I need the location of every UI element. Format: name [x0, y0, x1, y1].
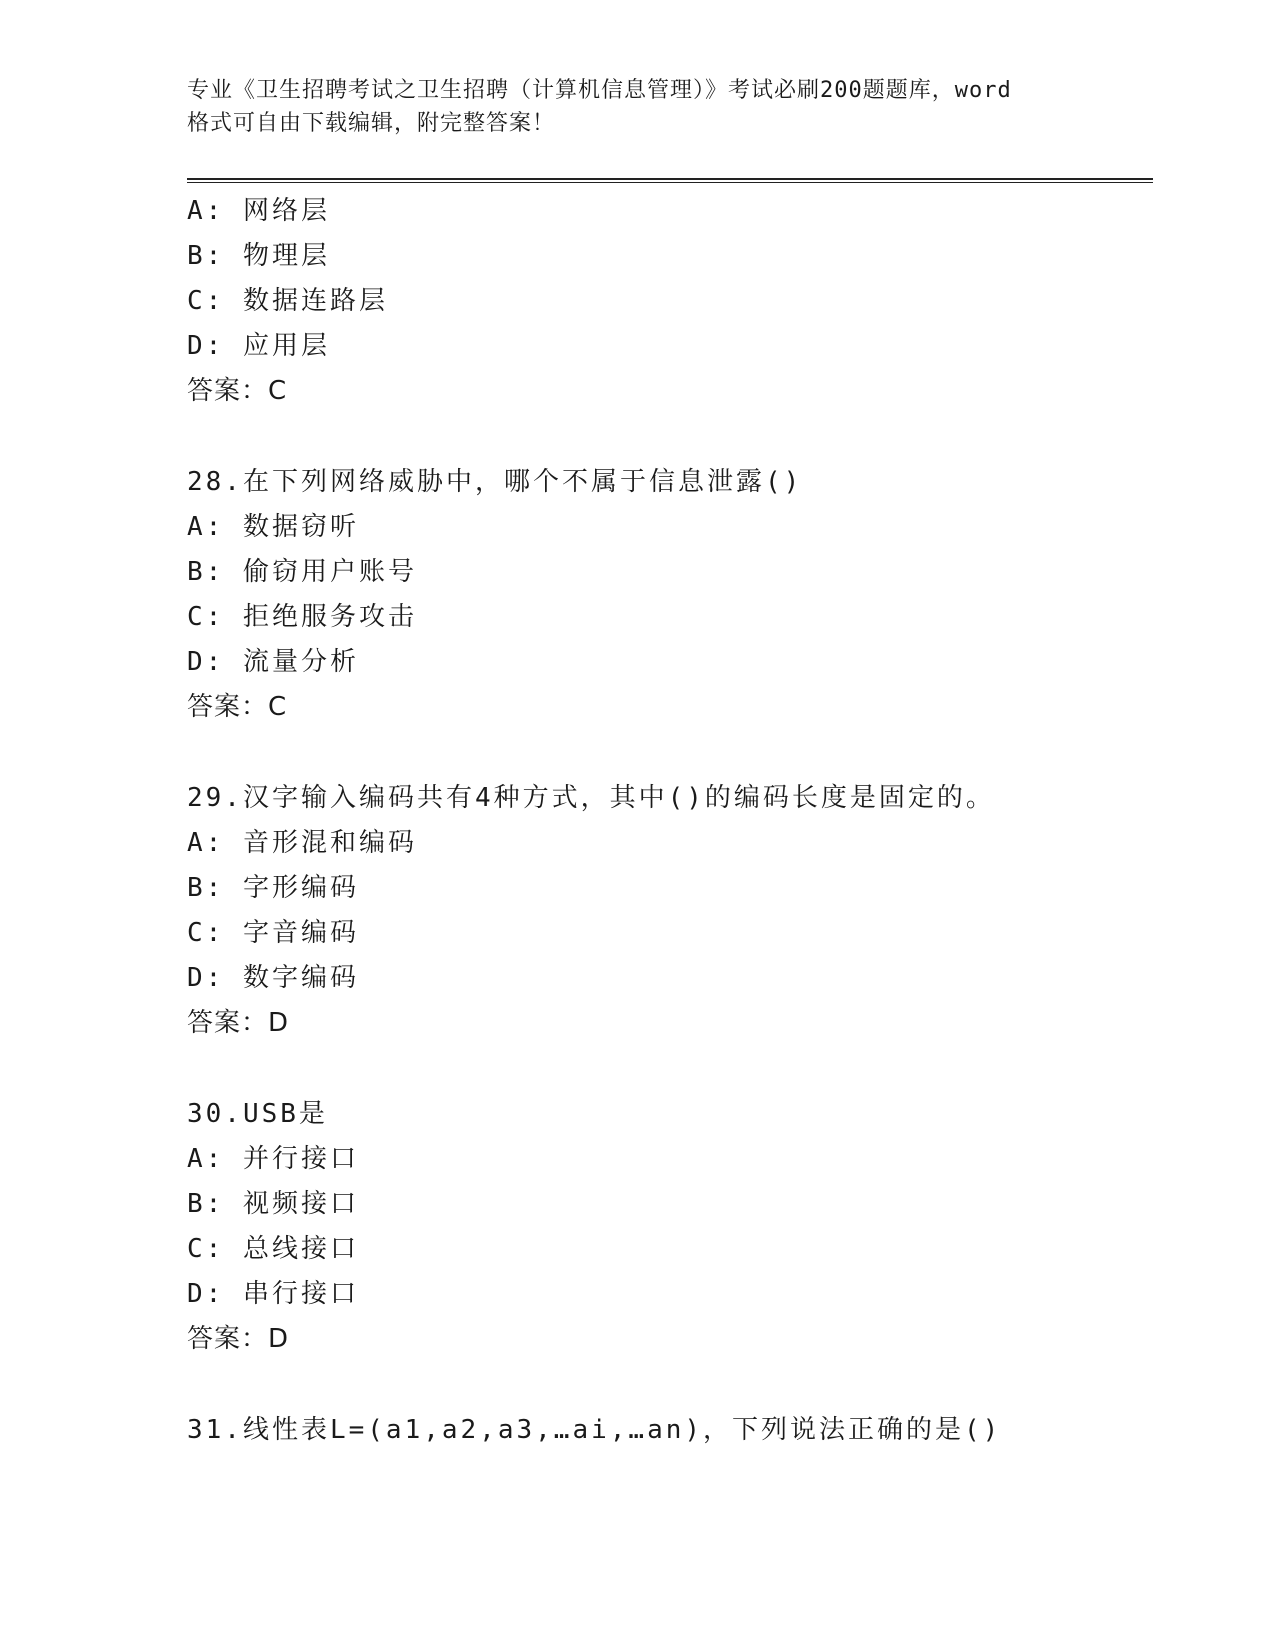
- option-b: B: 物理层: [187, 241, 330, 271]
- question-block-28: [187, 460, 1153, 730]
- header-line-2: 格式可自由下载编辑，附完整答案！: [187, 111, 556, 136]
- option-a: A: 音形混和编码: [187, 828, 417, 858]
- option-d: D: 流量分析: [187, 647, 359, 677]
- answer-line: 答案：C: [187, 376, 288, 406]
- question-block-30: [187, 1092, 1153, 1362]
- document-header: [187, 74, 1087, 140]
- question-text: 28.在下列网络威胁中，哪个不属于信息泄露(): [187, 467, 803, 497]
- question-text: 29.汉字输入编码共有4种方式，其中()的编码长度是固定的。: [187, 783, 995, 813]
- question-block-27: [187, 189, 1153, 414]
- option-b: B: 视频接口: [187, 1189, 359, 1219]
- header-divider-top: [187, 178, 1153, 180]
- question-text: 31.线性表L=(a1,a2,a3,…ai,…an)，下列说法正确的是(): [187, 1415, 1002, 1445]
- answer-line: 答案：C: [187, 692, 288, 722]
- option-b: B: 偷窃用户账号: [187, 557, 417, 587]
- option-a: A: 网络层: [187, 196, 330, 226]
- question-block-31: [187, 1408, 1153, 1453]
- header-divider-bottom: [187, 182, 1153, 183]
- answer-line: 答案：D: [187, 1324, 290, 1354]
- spacer: [187, 1046, 1153, 1092]
- spacer: [187, 1362, 1153, 1408]
- spacer: [187, 414, 1153, 460]
- header-line-1: 专业《卫生招聘考试之卫生招聘（计算机信息管理）》考试必刷200题题库，word: [187, 78, 1012, 103]
- option-c: C: 拒绝服务攻击: [187, 602, 417, 632]
- option-a: A: 并行接口: [187, 1144, 359, 1174]
- option-d: D: 串行接口: [187, 1279, 359, 1309]
- question-text: 30.USB是: [187, 1099, 328, 1129]
- question-block-29: [187, 776, 1153, 1046]
- option-d: D: 数字编码: [187, 963, 359, 993]
- question-content: [187, 189, 1153, 1453]
- option-c: C: 数据连路层: [187, 286, 388, 316]
- spacer: [187, 730, 1153, 776]
- option-d: D: 应用层: [187, 331, 330, 361]
- option-a: A: 数据窃听: [187, 512, 359, 542]
- option-c: C: 总线接口: [187, 1234, 359, 1264]
- option-b: B: 字形编码: [187, 873, 359, 903]
- option-c: C: 字音编码: [187, 918, 359, 948]
- answer-line: 答案：D: [187, 1008, 290, 1038]
